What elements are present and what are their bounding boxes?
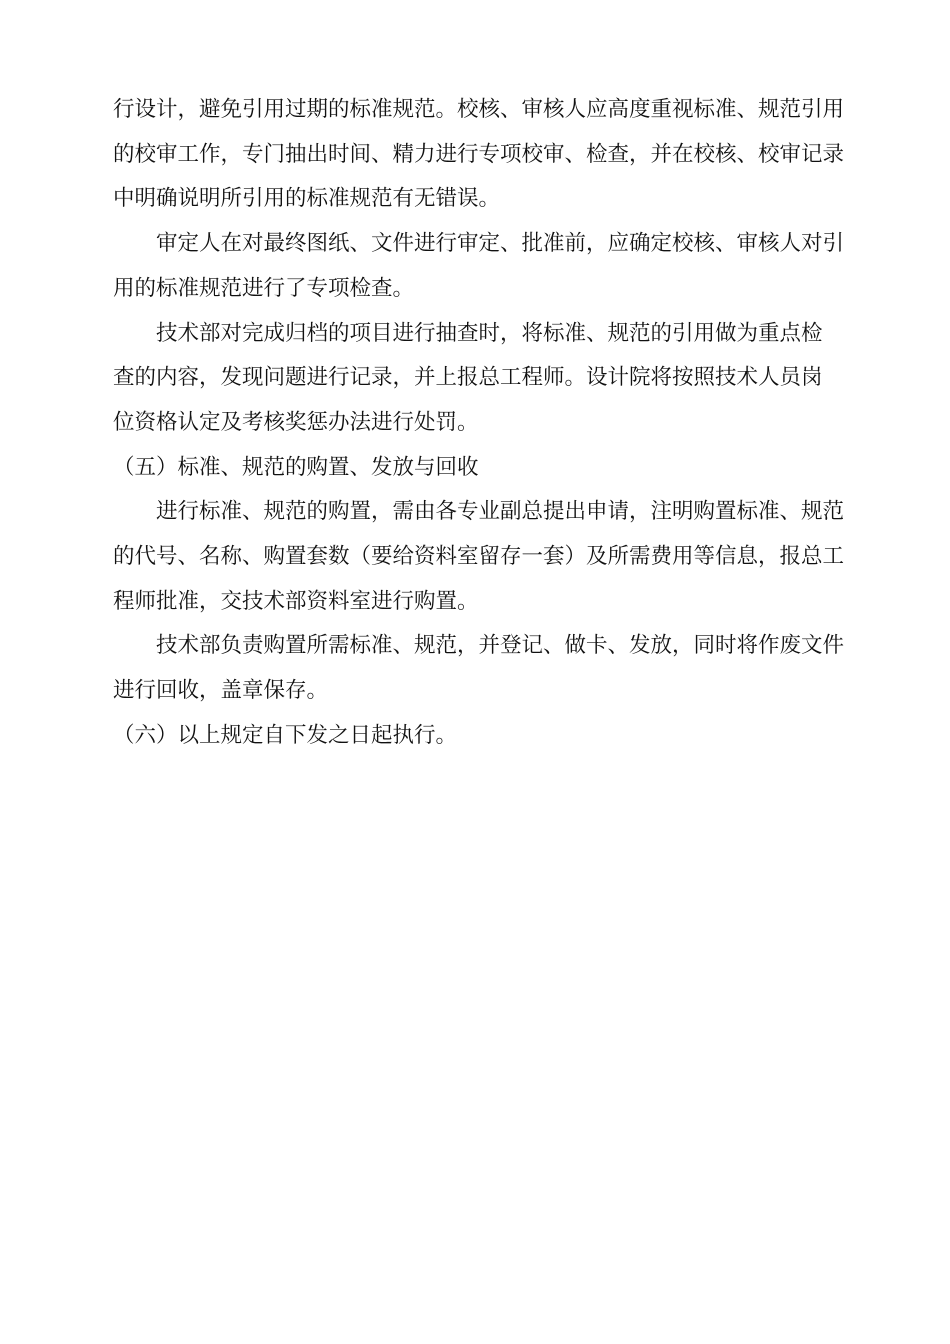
text-line: 行设计，避免引用过期的标准规范。校核、审核人应高度重视标准、规范引用 — [113, 97, 845, 122]
text-line: 的校审工作，专门抽出时间、精力进行专项校审、检查，并在校核、校审记录 — [113, 141, 845, 167]
document-body — [113, 88, 845, 759]
text-line: 技术部对完成归档的项目进行抽查时，将标准、规范的引用做为重点检 — [156, 320, 823, 346]
text-line: 查的内容，发现问题进行记录，并上报总工程师。设计院将按照技术人员岗 — [113, 365, 823, 391]
section-heading: （六）以上规定自下发之日起执行。 — [113, 722, 458, 748]
text-line: 中明确说明所引用的标准规范有无错误。 — [113, 186, 501, 212]
text-line: 位资格认定及考核奖惩办法进行处罚。 — [113, 409, 479, 435]
text-line: 进行标准、规范的购置，需由各专业副总提出申请，注明购置标准、规范 — [156, 499, 845, 525]
text-line: 审定人在对最终图纸、文件进行审定、批准前，应确定校核、审核人对引 — [156, 231, 845, 257]
text-line: 用的标准规范进行了专项检查。 — [113, 275, 415, 301]
section-heading: （五）标准、规范的购置、发放与回收 — [113, 454, 479, 480]
text-line: 的代号、名称、购置套数（要给资料室留存一套）及所需费用等信息，报总工 — [113, 544, 845, 570]
text-line: 程师批准，交技术部资料室进行购置。 — [113, 588, 479, 614]
text-line: 进行回收，盖章保存。 — [113, 678, 329, 704]
text-line: 技术部负责购置所需标准、规范，并登记、做卡、发放，同时将作废文件 — [156, 633, 845, 659]
